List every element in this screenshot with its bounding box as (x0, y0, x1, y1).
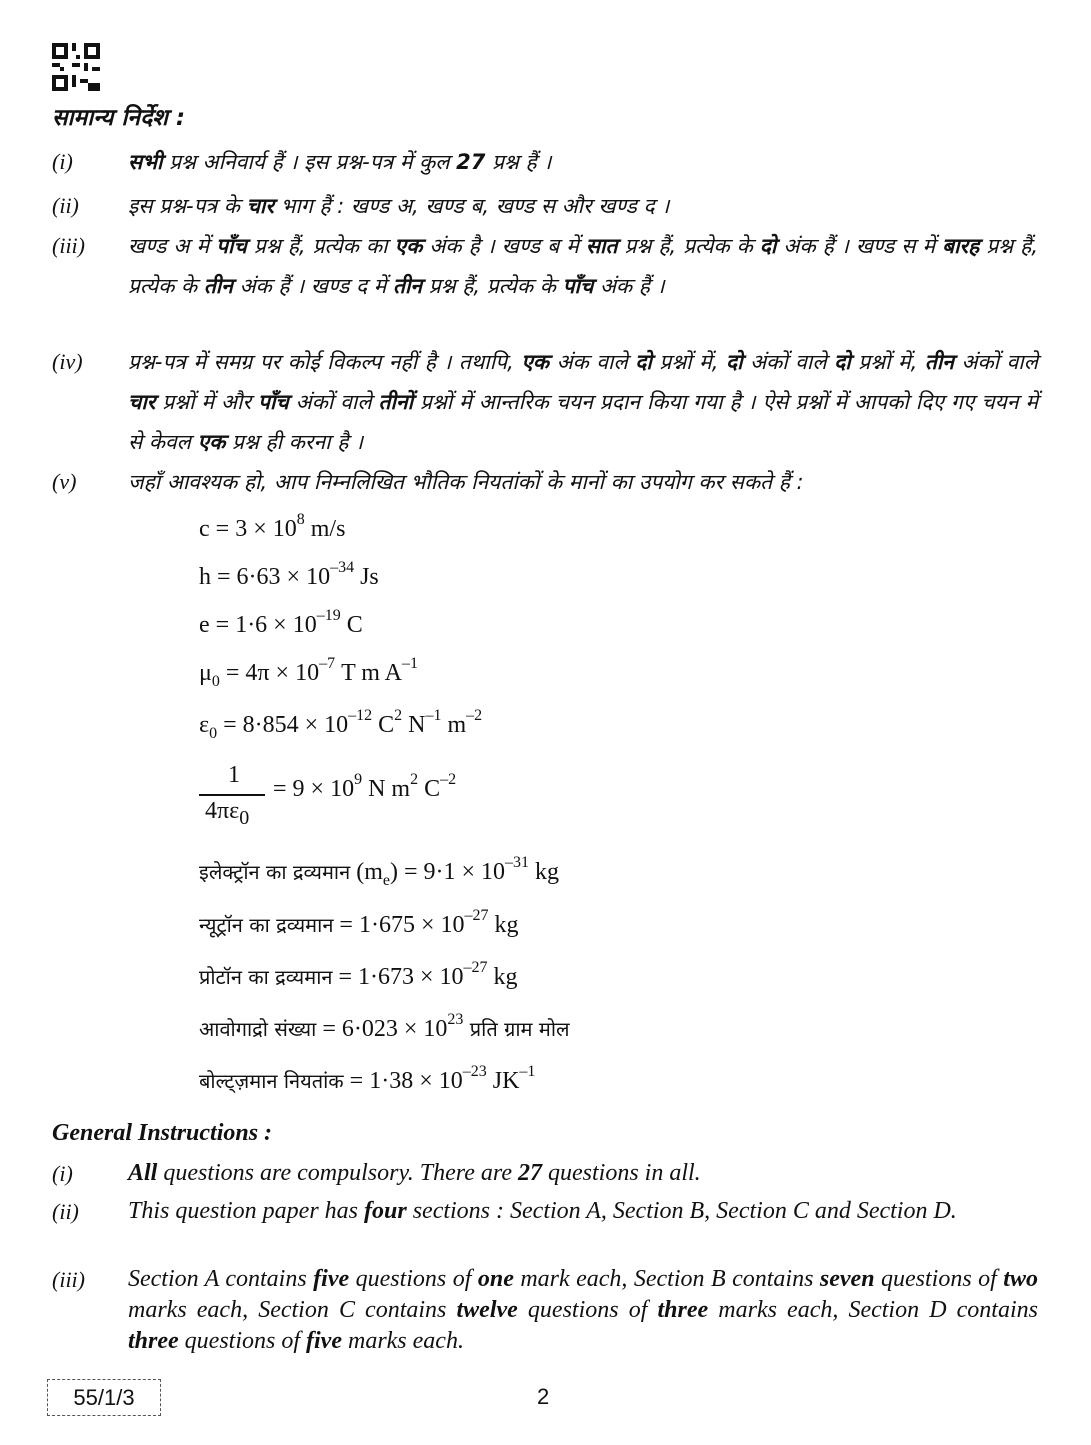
constant-planck: $h = 6\cdot 63 \times 10^{-34}$ Js (199, 559, 379, 590)
bold-text: तीन (924, 350, 954, 374)
hindi-instruction-4 (52, 342, 1038, 462)
bold-text: three (128, 1328, 179, 1354)
text-run: खण्ड अ में (128, 234, 217, 258)
item-text (128, 462, 1038, 502)
bold-text: 27 (456, 150, 486, 174)
text-run: अंक हैं । खण्ड स में (776, 234, 943, 258)
constant-coulomb: = $9 \times 10^9$ N $m^2$ $C^{-2}$ (273, 771, 457, 802)
item-number: (ii) (52, 193, 79, 218)
text-run: प्रश्न हैं, प्रत्येक का (246, 234, 395, 258)
text-run: इस प्रश्न-पत्र के (128, 194, 247, 218)
text-run: प्रश्न हैं, प्रत्येक के (617, 234, 760, 258)
constant-avogadro: आवोगाद्रो संख्या = $6\cdot 023 \times 10^{23}$ प्रति ग्राम मोल (199, 1011, 570, 1042)
bold-text: तीन (393, 274, 423, 298)
paper-code: 55/1/3 (47, 1379, 161, 1416)
text-run: अंकों वाले (288, 390, 379, 414)
text-run: प्रश्न हैं, प्रत्येक के (422, 274, 563, 298)
text-run: questions of (874, 1266, 1004, 1292)
text-run: अंक हैं । (593, 274, 665, 298)
text-run: sections : Section A, Section B, Section C and Section D. (406, 1198, 957, 1224)
item-number: (iii) (52, 1267, 85, 1292)
item-text (128, 1158, 1038, 1189)
bold-text: twelve (456, 1297, 518, 1323)
text-run: Section A contains (128, 1266, 314, 1292)
bold-text: two (1003, 1266, 1038, 1292)
text-run: प्रश्नों में और (155, 390, 259, 414)
bold-text: बारह (942, 234, 980, 258)
text-run: प्रश्नों में, (651, 350, 726, 374)
fraction-denominator: $4\pi\varepsilon_0$ (205, 798, 250, 829)
text-run: प्रश्न ही करना है । (225, 430, 364, 454)
constant-mu0: $\mu_0 = 4\pi \times 10^{-7}$ T m $A^{-1}$ (199, 655, 418, 690)
text-run: mark each, Section B contains (513, 1266, 820, 1292)
bold-text: five (313, 1266, 350, 1292)
fraction-numerator: 1 (228, 762, 240, 788)
bold-text: तीन (203, 274, 233, 298)
constant-electron-charge: $e = 1\cdot 6 \times 10^{-19}$ C (199, 607, 363, 638)
item-number: (iii) (52, 233, 85, 258)
text-run: अंक वाले (549, 350, 636, 374)
item-number: (i) (52, 149, 73, 174)
text-run: अंक है । खण्ड ब में (422, 234, 586, 258)
item-number: (i) (52, 1161, 73, 1186)
bold-text: एक (521, 350, 550, 374)
bold-text: five (306, 1328, 342, 1354)
item-number: (iv) (52, 349, 83, 374)
item-number: (v) (52, 469, 77, 494)
bold-text: दो (635, 350, 652, 374)
bold-text: तीनों (378, 390, 414, 414)
text-run: questions in all. (541, 1160, 701, 1186)
item-text (128, 1196, 1038, 1227)
bold-text: चार (128, 390, 156, 414)
hindi-instruction-1 (52, 142, 1038, 182)
fraction-bar (199, 794, 265, 796)
item-text (128, 142, 1038, 182)
bold-text: four (364, 1198, 407, 1224)
bold-text: पाँच (258, 390, 289, 414)
hindi-instruction-3 (52, 226, 1038, 306)
constant-electron-mass: इलेक्ट्रॉन का द्रव्यमान $(m_e) = 9\cdot 1 \times 10^{-31}$ kg (199, 854, 560, 889)
bold-text: सभी (128, 150, 163, 174)
text-run: अंकों वाले (953, 350, 1038, 374)
bold-text: All (128, 1160, 158, 1186)
text-run: questions of (178, 1328, 307, 1354)
bold-text: दो (725, 350, 743, 374)
coulomb-fraction (199, 762, 269, 838)
bold-text: 27 (517, 1160, 542, 1186)
item-text (128, 1264, 1038, 1357)
text-run: अंक हैं । खण्ड द में (232, 274, 394, 298)
text-run: questions of (349, 1266, 478, 1292)
constant-proton-mass: प्रोटॉन का द्रव्यमान = $1\cdot 673 \times 10^{-27}$ kg (199, 959, 518, 990)
hindi-instructions-heading: सामान्य निर्देश : (52, 105, 186, 131)
hindi-instruction-2 (52, 186, 1038, 226)
constant-speed-of-light: $c = 3 \times 10^8$ m/s (199, 511, 346, 542)
page-number: 2 (537, 1384, 550, 1409)
text-run: प्रश्न अनिवार्य हैं । इस प्रश्न-पत्र में कुल (162, 150, 457, 174)
bold-text: three (657, 1297, 709, 1323)
text-run: अंकों वाले (742, 350, 835, 374)
bold-text: पाँच (216, 234, 247, 258)
constant-boltzmann: बोल्ट्ज़मान नियतांक = $1\cdot 38 \times 10^{-23}$ $JK^{-1}$ (199, 1063, 536, 1094)
english-instructions-heading: General Instructions : (52, 1120, 273, 1146)
english-instruction-1 (52, 1158, 1038, 1189)
text-run: जहाँ आवश्यक हो, आप निम्नलिखित भौतिक नियतांकों के मानों का उपयोग कर सकते हैं : (128, 470, 804, 494)
item-text (128, 342, 1038, 462)
text-run: questions are compulsory. There are (157, 1160, 518, 1186)
hindi-instruction-5 (52, 462, 1038, 502)
text-run: This question paper has (128, 1198, 365, 1224)
text-run: प्रश्न हैं, प्रत्येक के (128, 234, 1038, 298)
english-instruction-2 (52, 1196, 1038, 1227)
constant-epsilon0: $\varepsilon_0 = 8\cdot 854 \times 10^{-12}$ $C^2$ $N^{-1}$ $m^{-2}$ (199, 707, 483, 742)
english-instruction-3 (52, 1264, 1038, 1357)
item-text (128, 226, 1038, 306)
text-run: marks each, Section C contains (128, 1297, 457, 1323)
bold-text: चार (246, 194, 274, 218)
item-number: (ii) (52, 1199, 79, 1224)
bold-text: एक (394, 234, 423, 258)
text-run: questions of (517, 1297, 658, 1323)
qr-code (52, 43, 100, 91)
item-text (128, 186, 1038, 226)
text-run: marks each, Section D contains (708, 1297, 1038, 1323)
bold-text: एक (197, 430, 226, 454)
text-run: marks each. (341, 1328, 464, 1354)
text-run: प्रश्नों में आन्तरिक चयन प्रदान किया गया है । ऐसे प्रश्नों में आपको दिए गए चयन में से केवल (128, 390, 1038, 454)
text-run: प्रश्न हैं । (485, 150, 552, 174)
bold-text: one (477, 1266, 514, 1292)
bold-text: सात (585, 234, 618, 258)
bold-text: पाँच (562, 274, 594, 298)
text-run: प्रश्नों में, (850, 350, 925, 374)
bold-text: दो (759, 234, 777, 258)
text-run: प्रश्न-पत्र में समग्र पर कोई विकल्प नहीं है । तथापि, (128, 350, 522, 374)
bold-text: seven (819, 1266, 875, 1292)
constant-neutron-mass: न्यूट्रॉन का द्रव्यमान = $1\cdot 675 \times 10^{-27}$ kg (199, 907, 519, 938)
text-run: भाग हैं : खण्ड अ, खण्ड ब, खण्ड स और खण्ड द । (273, 194, 670, 218)
bold-text: दो (834, 350, 851, 374)
